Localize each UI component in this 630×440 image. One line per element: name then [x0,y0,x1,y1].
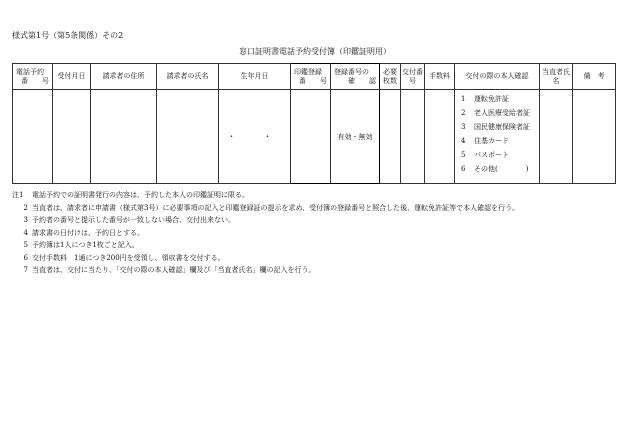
note-item: 4 請求書の日付けは、予約日とする。 [23,228,144,237]
cell-seal-registration-number [291,90,331,184]
notes-section [12,189,519,277]
reservation-ledger-table [12,63,616,184]
list-item: 6 その他( ) [461,165,529,173]
cell-remarks [573,90,616,184]
header-row [13,64,616,90]
note-item: 5 予約簿は1人につき1枚ごと記入。 [23,241,139,249]
header-required-copies: 必要枚数 [380,64,401,90]
list-item: 1 運転免許証 [461,95,509,103]
header-remarks: 備 考 [573,64,616,90]
list-item: 4 住基カード [461,137,509,145]
header-identity-check: 交付の際の本人確認 [455,64,540,90]
note-item: 6 交付手数料 1通につき200円を受領し、領収書を交付する。 [23,253,225,262]
header-issue-number: 交付番号 [401,64,425,90]
header-phone-reserve-number: 電話予約 番 号 [13,64,53,90]
cell-birth-date [219,90,291,184]
header-fee: 手数料 [425,64,455,90]
cell-phone-reserve-number [13,90,53,184]
birth-date-separator-dots: ・ ・ [227,132,282,141]
header-seal-registration-number: 印鑑登録 番 号 [291,64,331,90]
cell-reception-date [53,90,91,184]
header-requester-name: 請求者の氏名 [157,64,219,90]
note-item: 3 予約者の番号と提示した番号が一致しない場合、交付出来ない。 [23,216,235,224]
list-item: 3 国民健康保険者証 [461,123,530,131]
cell-issue-number [401,90,425,184]
header-requester-address: 請求者の住所 [91,64,157,90]
cell-duty-officer [540,90,573,184]
cell-identity-check [455,90,540,184]
header-duty-officer: 当直者氏 名 [540,64,573,90]
note-item: 注1 電話予約での証明書発行の内容は、予約した本人の印鑑証明に限る。 [12,191,249,199]
cell-fee [425,90,455,184]
header-reception-date: 受付月日 [53,64,91,90]
note-item: 7 当直者は、交付に当たり、「交付の際の本人確認」欄及び「当直者氏名」欄の記入を行う。 [23,266,316,274]
cell-requester-name [157,90,219,184]
list-item: 5 パスポート [461,151,509,159]
list-item: 2 老人医療受給者証 [461,109,530,117]
table-row [13,90,616,184]
form-number: 様式第1号（第5条関係）その2 [12,31,124,40]
cell-required-copies [380,90,401,184]
note-item: 2 当直者は、請求者に申請書（様式第3号）に必要事項の記入と印鑑登録証の提示を求め、受付簿の登録番号と照合した後、運転免許証等で本人確認を行う。 [23,203,520,212]
identity-document-list [455,90,539,176]
cell-registration-check [331,90,380,184]
registration-validity-options: 有効・無効 [337,132,373,141]
cell-requester-address [91,90,157,184]
page-title: 窓口証明書電話予約受付簿（印鑑証明用） [239,47,391,56]
header-birth-date: 生年月日 [219,64,291,90]
header-registration-check: 登録番号の 確 認 [331,64,380,90]
